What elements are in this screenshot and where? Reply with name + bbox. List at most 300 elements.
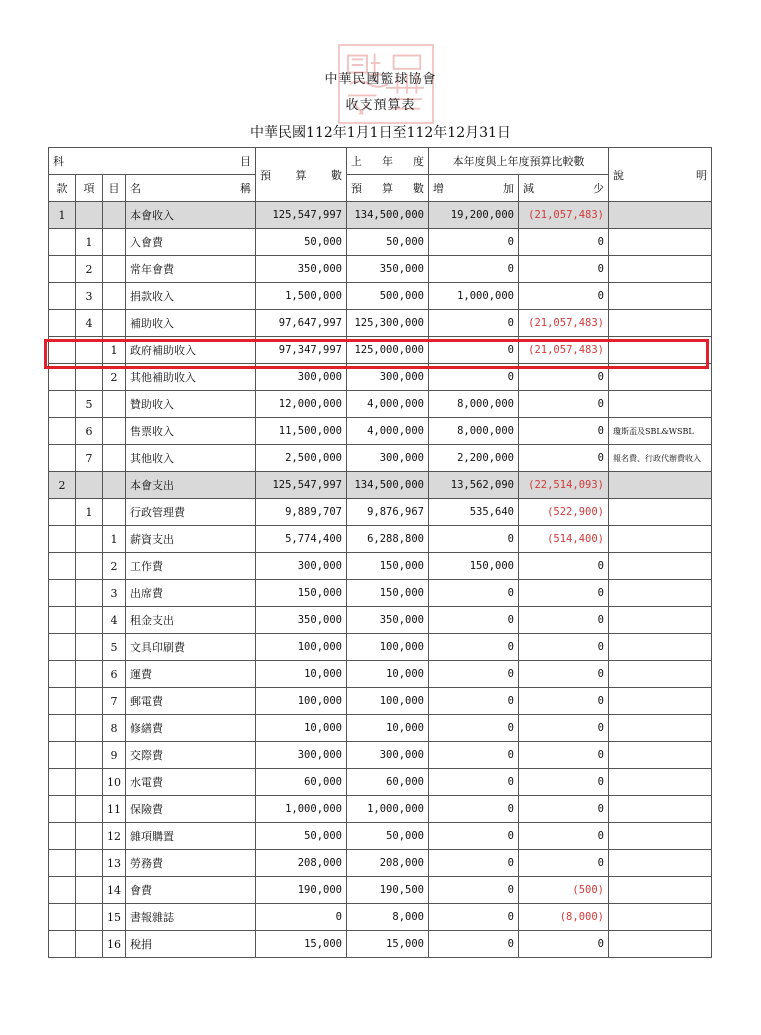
cell-decrease: (514,400): [519, 526, 609, 553]
cell-decrease: 0: [519, 661, 609, 688]
table-row: [49, 904, 712, 931]
cell-prev: 208,000: [347, 850, 429, 877]
cell-xiang: [76, 688, 103, 715]
cell-prev: 350,000: [347, 256, 429, 283]
cell-note: [609, 769, 712, 796]
cell-xiang: [76, 472, 103, 499]
cell-decrease: 0: [519, 769, 609, 796]
cell-kuan: [49, 688, 76, 715]
table-row: [49, 526, 712, 553]
cell-kuan: 2: [49, 472, 76, 499]
header-budget-a: 預: [260, 168, 271, 182]
header-mu: 目: [240, 155, 251, 168]
cell-name: 保險費: [126, 796, 256, 823]
cell-xiang: [76, 661, 103, 688]
cell-note: [609, 337, 712, 364]
cell-mu: 16: [103, 931, 126, 958]
cell-prev: 350,000: [347, 607, 429, 634]
cell-name: 水電費: [126, 769, 256, 796]
cell-note: [609, 229, 712, 256]
cell-name: 常年會費: [126, 256, 256, 283]
table-row: [49, 391, 712, 418]
cell-increase: 0: [429, 256, 519, 283]
cell-prev: 100,000: [347, 688, 429, 715]
cell-name: 其他補助收入: [126, 364, 256, 391]
cell-note: [609, 877, 712, 904]
cell-prev: 8,000: [347, 904, 429, 931]
cell-kuan: [49, 418, 76, 445]
cell-xiang: [76, 715, 103, 742]
header-inc-b: 加: [503, 182, 514, 195]
cell-prev: 15,000: [347, 931, 429, 958]
cell-decrease: 0: [519, 283, 609, 310]
cell-name: 工作費: [126, 553, 256, 580]
cell-prev: 125,000,000: [347, 337, 429, 364]
header-note-a: 說: [613, 168, 624, 182]
cell-xiang: [76, 580, 103, 607]
cell-name: 交際費: [126, 742, 256, 769]
header-subject: [49, 148, 256, 175]
cell-note: [609, 688, 712, 715]
cell-mu: 4: [103, 607, 126, 634]
cell-decrease: 0: [519, 391, 609, 418]
header-cheng: 稱: [240, 182, 251, 195]
cell-note: [609, 796, 712, 823]
cell-kuan: [49, 499, 76, 526]
cell-kuan: [49, 337, 76, 364]
cell-increase: 2,200,000: [429, 445, 519, 472]
cell-xiang: [76, 364, 103, 391]
cell-increase: 0: [429, 634, 519, 661]
cell-note: [609, 472, 712, 499]
cell-kuan: [49, 310, 76, 337]
cell-decrease: 0: [519, 229, 609, 256]
cell-decrease: 0: [519, 364, 609, 391]
header-budget-c: 數: [331, 168, 342, 182]
header-ming: 名: [130, 182, 141, 195]
cell-mu: [103, 229, 126, 256]
table-row: [49, 202, 712, 229]
cell-kuan: [49, 796, 76, 823]
cell-budget: 100,000: [256, 688, 347, 715]
cell-increase: 0: [429, 337, 519, 364]
cell-decrease: (21,057,483): [519, 337, 609, 364]
cell-budget: 5,774,400: [256, 526, 347, 553]
cell-increase: 0: [429, 931, 519, 958]
cell-budget: 50,000: [256, 823, 347, 850]
cell-mu: [103, 499, 126, 526]
cell-kuan: [49, 256, 76, 283]
table-row: [49, 661, 712, 688]
cell-name: 修繕費: [126, 715, 256, 742]
cell-budget: 300,000: [256, 364, 347, 391]
cell-kuan: [49, 634, 76, 661]
cell-budget: 11,500,000: [256, 418, 347, 445]
cell-prev: 134,500,000: [347, 472, 429, 499]
cell-decrease: 0: [519, 742, 609, 769]
cell-mu: 7: [103, 688, 126, 715]
cell-note: [609, 256, 712, 283]
cell-decrease: (8,000): [519, 904, 609, 931]
table-row: [49, 580, 712, 607]
cell-prev: 10,000: [347, 661, 429, 688]
cell-name: 書報雜誌: [126, 904, 256, 931]
header-prev-year: [347, 148, 429, 175]
header-prev-f: 數: [413, 182, 424, 195]
cell-xiang: [76, 634, 103, 661]
cell-budget: 12,000,000: [256, 391, 347, 418]
cell-prev: 60,000: [347, 769, 429, 796]
cell-increase: 0: [429, 310, 519, 337]
cell-note: [609, 310, 712, 337]
cell-increase: 0: [429, 877, 519, 904]
cell-kuan: [49, 526, 76, 553]
cell-budget: 208,000: [256, 850, 347, 877]
cell-decrease: 0: [519, 580, 609, 607]
cell-prev: 300,000: [347, 742, 429, 769]
cell-decrease: 0: [519, 715, 609, 742]
cell-increase: 19,200,000: [429, 202, 519, 229]
cell-prev: 1,000,000: [347, 796, 429, 823]
header-note: [609, 148, 712, 202]
header-compare: 本年度與上年度預算比較數: [429, 148, 609, 175]
cell-kuan: [49, 931, 76, 958]
cell-mu: 15: [103, 904, 126, 931]
header-ke: 科: [53, 155, 64, 168]
cell-prev: 9,876,967: [347, 499, 429, 526]
cell-budget: 1,000,000: [256, 796, 347, 823]
cell-increase: 0: [429, 526, 519, 553]
cell-note: 報名費、行政代辦費收入: [609, 445, 712, 472]
cell-xiang: [76, 850, 103, 877]
cell-increase: 0: [429, 229, 519, 256]
table-row: [49, 256, 712, 283]
cell-mu: 8: [103, 715, 126, 742]
header-dec-a: 減: [523, 182, 534, 195]
cell-name: 會費: [126, 877, 256, 904]
table-row: [49, 283, 712, 310]
cell-prev: 100,000: [347, 634, 429, 661]
cell-name: 補助收入: [126, 310, 256, 337]
cell-mu: 10: [103, 769, 126, 796]
cell-decrease: 0: [519, 256, 609, 283]
cell-note: [609, 283, 712, 310]
cell-kuan: [49, 715, 76, 742]
header-name: [126, 175, 256, 202]
cell-increase: 0: [429, 904, 519, 931]
cell-mu: [103, 283, 126, 310]
cell-name: 運費: [126, 661, 256, 688]
cell-budget: 350,000: [256, 607, 347, 634]
table-row: [49, 769, 712, 796]
cell-xiang: [76, 526, 103, 553]
table-row: [49, 796, 712, 823]
document-subtitle: 收支預算表: [345, 98, 416, 113]
cell-note: [609, 526, 712, 553]
header-prev-d: 預: [351, 182, 362, 195]
document-title: 中華民國籃球協會: [324, 72, 437, 87]
cell-prev: 500,000: [347, 283, 429, 310]
header-kuan: 款: [49, 175, 76, 202]
cell-decrease: 0: [519, 823, 609, 850]
cell-increase: 0: [429, 364, 519, 391]
table-row: [49, 553, 712, 580]
cell-note: [609, 904, 712, 931]
cell-decrease: 0: [519, 445, 609, 472]
cell-kuan: [49, 364, 76, 391]
cell-xiang: [76, 607, 103, 634]
header-prev-b: 年: [382, 155, 393, 168]
table-row: [49, 931, 712, 958]
cell-name: 稅捐: [126, 931, 256, 958]
cell-note: [609, 634, 712, 661]
cell-decrease: (500): [519, 877, 609, 904]
cell-budget: 300,000: [256, 742, 347, 769]
cell-mu: 2: [103, 364, 126, 391]
cell-prev: 50,000: [347, 229, 429, 256]
header-note-b: 明: [696, 168, 707, 182]
cell-increase: 0: [429, 607, 519, 634]
cell-increase: 0: [429, 796, 519, 823]
cell-prev: 10,000: [347, 715, 429, 742]
header-row-1: [49, 148, 712, 175]
cell-xiang: [76, 796, 103, 823]
cell-name: 本會收入: [126, 202, 256, 229]
cell-increase: 535,640: [429, 499, 519, 526]
cell-budget: 190,000: [256, 877, 347, 904]
cell-kuan: [49, 580, 76, 607]
cell-xiang: [76, 337, 103, 364]
cell-mu: [103, 472, 126, 499]
cell-budget: 100,000: [256, 634, 347, 661]
cell-decrease: 0: [519, 688, 609, 715]
cell-mu: 3: [103, 580, 126, 607]
cell-budget: 97,347,997: [256, 337, 347, 364]
cell-decrease: (21,057,483): [519, 202, 609, 229]
table-row: [49, 877, 712, 904]
cell-prev: 150,000: [347, 553, 429, 580]
table-row: [49, 472, 712, 499]
cell-kuan: [49, 661, 76, 688]
cell-name: 文具印刷費: [126, 634, 256, 661]
cell-name: 捐款收入: [126, 283, 256, 310]
table-row: [49, 445, 712, 472]
cell-xiang: 1: [76, 229, 103, 256]
table-row: [49, 688, 712, 715]
cell-note: [609, 202, 712, 229]
cell-note: [609, 499, 712, 526]
cell-decrease: 0: [519, 418, 609, 445]
cell-mu: 11: [103, 796, 126, 823]
cell-budget: 10,000: [256, 661, 347, 688]
cell-xiang: [76, 931, 103, 958]
cell-kuan: [49, 229, 76, 256]
cell-name: 本會支出: [126, 472, 256, 499]
cell-name: 入會費: [126, 229, 256, 256]
cell-budget: 2,500,000: [256, 445, 347, 472]
cell-name: 行政管理費: [126, 499, 256, 526]
cell-decrease: (21,057,483): [519, 310, 609, 337]
table-row: [49, 715, 712, 742]
cell-mu: 2: [103, 553, 126, 580]
cell-kuan: [49, 391, 76, 418]
cell-kuan: [49, 283, 76, 310]
header-mu2: 目: [103, 175, 126, 202]
header-prev-c: 度: [413, 155, 424, 168]
cell-increase: 8,000,000: [429, 418, 519, 445]
table-row: [49, 742, 712, 769]
cell-increase: 8,000,000: [429, 391, 519, 418]
cell-mu: [103, 256, 126, 283]
cell-kuan: [49, 823, 76, 850]
cell-decrease: 0: [519, 850, 609, 877]
cell-decrease: 0: [519, 796, 609, 823]
cell-mu: 1: [103, 337, 126, 364]
cell-prev: 300,000: [347, 445, 429, 472]
table-row: [49, 607, 712, 634]
cell-xiang: [76, 553, 103, 580]
header-inc-a: 增: [433, 182, 444, 195]
cell-kuan: [49, 607, 76, 634]
cell-name: 雜項購置: [126, 823, 256, 850]
cell-xiang: 3: [76, 283, 103, 310]
cell-note: [609, 742, 712, 769]
cell-mu: [103, 418, 126, 445]
cell-note: [609, 661, 712, 688]
cell-name: 租金支出: [126, 607, 256, 634]
cell-prev: 50,000: [347, 823, 429, 850]
cell-name: 贊助收入: [126, 391, 256, 418]
cell-budget: 125,547,997: [256, 202, 347, 229]
cell-budget: 60,000: [256, 769, 347, 796]
table-row: [49, 418, 712, 445]
budget-table: [48, 147, 712, 958]
table-row: [49, 499, 712, 526]
cell-note: [609, 823, 712, 850]
cell-budget: 300,000: [256, 553, 347, 580]
cell-note: [609, 607, 712, 634]
cell-prev: 300,000: [347, 364, 429, 391]
cell-decrease: 0: [519, 607, 609, 634]
table-row: [49, 850, 712, 877]
cell-increase: 0: [429, 769, 519, 796]
cell-name: 郵電費: [126, 688, 256, 715]
header-decrease: [519, 175, 609, 202]
cell-note: [609, 553, 712, 580]
header-prev-budget: [347, 175, 429, 202]
cell-decrease: (522,900): [519, 499, 609, 526]
cell-decrease: 0: [519, 931, 609, 958]
cell-xiang: 6: [76, 418, 103, 445]
cell-increase: 0: [429, 850, 519, 877]
cell-xiang: 2: [76, 256, 103, 283]
cell-note: 瓊斯盃及SBL&WSBL: [609, 418, 712, 445]
table-row: [49, 310, 712, 337]
cell-mu: 6: [103, 661, 126, 688]
cell-kuan: [49, 769, 76, 796]
cell-name: 售票收入: [126, 418, 256, 445]
cell-increase: 0: [429, 580, 519, 607]
cell-kuan: [49, 553, 76, 580]
cell-name: 出席費: [126, 580, 256, 607]
cell-prev: 190,500: [347, 877, 429, 904]
cell-budget: 15,000: [256, 931, 347, 958]
cell-budget: 350,000: [256, 256, 347, 283]
cell-budget: 9,889,707: [256, 499, 347, 526]
table-row: [49, 337, 712, 364]
cell-budget: 150,000: [256, 580, 347, 607]
cell-prev: 4,000,000: [347, 418, 429, 445]
cell-note: [609, 580, 712, 607]
cell-xiang: 7: [76, 445, 103, 472]
cell-mu: 1: [103, 526, 126, 553]
header-prev-a: 上: [351, 155, 362, 168]
cell-xiang: [76, 202, 103, 229]
table-row: [49, 229, 712, 256]
cell-prev: 150,000: [347, 580, 429, 607]
cell-budget: 1,500,000: [256, 283, 347, 310]
cell-increase: 150,000: [429, 553, 519, 580]
table-row: [49, 634, 712, 661]
header-budget-b: 算: [295, 168, 307, 182]
cell-name: 薪資支出: [126, 526, 256, 553]
cell-mu: [103, 391, 126, 418]
cell-increase: 1,000,000: [429, 283, 519, 310]
cell-mu: 5: [103, 634, 126, 661]
cell-prev: 134,500,000: [347, 202, 429, 229]
cell-name: 政府補助收入: [126, 337, 256, 364]
cell-mu: 13: [103, 850, 126, 877]
cell-budget: 50,000: [256, 229, 347, 256]
cell-note: [609, 850, 712, 877]
cell-note: [609, 715, 712, 742]
cell-decrease: 0: [519, 553, 609, 580]
cell-kuan: 1: [49, 202, 76, 229]
cell-prev: 4,000,000: [347, 391, 429, 418]
cell-kuan: [49, 877, 76, 904]
cell-prev: 6,288,800: [347, 526, 429, 553]
cell-note: [609, 364, 712, 391]
cell-decrease: (22,514,093): [519, 472, 609, 499]
cell-xiang: [76, 877, 103, 904]
cell-increase: 13,562,090: [429, 472, 519, 499]
cell-budget: 97,647,997: [256, 310, 347, 337]
cell-kuan: [49, 742, 76, 769]
cell-mu: 12: [103, 823, 126, 850]
cell-note: [609, 931, 712, 958]
cell-increase: 0: [429, 661, 519, 688]
cell-budget: 10,000: [256, 715, 347, 742]
cell-xiang: 5: [76, 391, 103, 418]
cell-increase: 0: [429, 823, 519, 850]
document-period: 中華民國112年1月1日至112年12月31日: [250, 125, 511, 141]
cell-mu: 14: [103, 877, 126, 904]
cell-budget: 125,547,997: [256, 472, 347, 499]
cell-xiang: 4: [76, 310, 103, 337]
header-prev-e: 算: [382, 182, 393, 195]
cell-increase: 0: [429, 688, 519, 715]
cell-decrease: 0: [519, 634, 609, 661]
cell-prev: 125,300,000: [347, 310, 429, 337]
header-budget: [256, 148, 347, 202]
cell-xiang: 1: [76, 499, 103, 526]
cell-mu: [103, 310, 126, 337]
cell-kuan: [49, 445, 76, 472]
cell-xiang: [76, 904, 103, 931]
cell-name: 勞務費: [126, 850, 256, 877]
cell-xiang: [76, 769, 103, 796]
header-xiang: 項: [76, 175, 103, 202]
